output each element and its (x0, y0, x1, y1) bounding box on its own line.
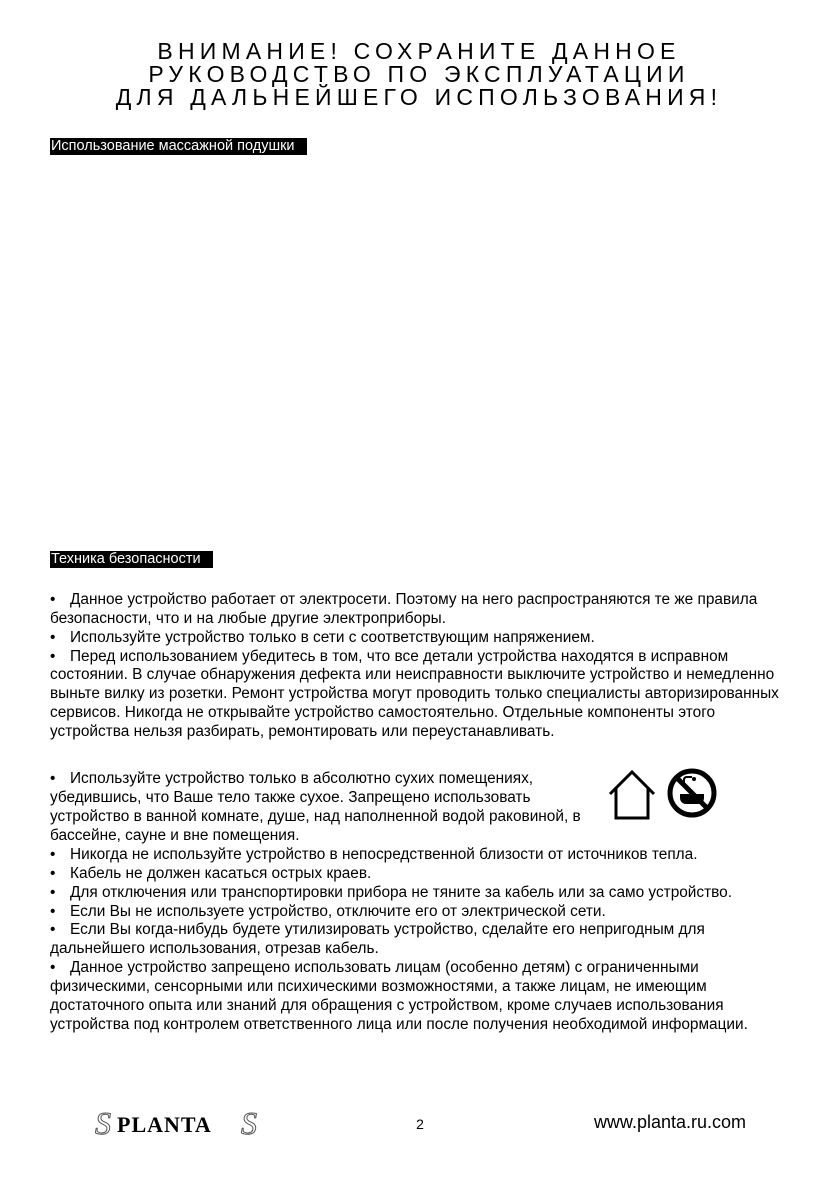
bullet: • (50, 864, 56, 882)
section-title-safety: Техника безопасности (50, 551, 213, 568)
no-bath-shower-icon (670, 771, 714, 815)
house-icon (610, 772, 654, 818)
section-title-usage: Использование массажной подушки (50, 138, 307, 155)
bullet: • (50, 647, 56, 665)
list-item: • Никогда не используйте устройство в непосредственной близости от источников тепла. (50, 846, 698, 863)
safety-list-1 (50, 591, 780, 742)
list-item: • Кабель не должен касаться острых краев. (50, 864, 372, 882)
safety-list-2 (50, 770, 610, 845)
svg-text:S: S (241, 1107, 257, 1141)
bullet: • (50, 846, 56, 863)
list-item: • Данное устройство работает от электросети. Поэтому на него распространяются те же правила безопасности, что и на любые другие электроприборы. (50, 591, 758, 627)
page-number: 2 (416, 1116, 424, 1132)
planta-logo (95, 1107, 265, 1146)
list-item: • Если Вы не используете устройство, отключите его от электрической сети. (50, 902, 606, 920)
warning-title (0, 40, 838, 109)
bullet: • (50, 770, 56, 787)
list-item: • Данное устройство запрещено использовать лицам (особенно детям) с ограниченными физическими, сенсорными или психическими возможностями, а также лицам, не имеющим достаточного опыта или знаний для обращения с устройством, кроме случаев использования устройства под контролем ответственного лица или после получения необходимой информации. (50, 959, 748, 1033)
list-item: • Если Вы когда-нибудь будете утилизировать устройство, сделайте его непригодным для дальнейшего использования, отрезав кабель. (50, 921, 705, 958)
list-item: • Используйте устройство только в сети с соответствующим напряжением. (50, 628, 595, 646)
bullet: • (50, 591, 56, 608)
logo-text: PLANTA (117, 1112, 212, 1137)
list-item: • Для отключения или транспортировки прибора не тяните за кабель или за само устройство. (50, 883, 732, 901)
safety-list-3 (50, 846, 780, 1034)
bullet: • (50, 921, 56, 939)
list-item: • Перед использованием убедитесь в том, что все детали устройства находятся в исправном состоянии. В случае обнаружения дефекта или неисправности выключите устройство и немедленно выньте вилку из розетки. Ремонт устройства могут проводить только специалисты авторизированных сервисов. Никогда не открывайте устройство самостоятельно. Отдельные компоненты этого устройства нельзя разбирать, ремонтировать или переустанавливать. (50, 647, 779, 740)
svg-text:S: S (95, 1107, 111, 1141)
list-item: • Используйте устройство только в абсолютно сухих помещениях, убедившись, что Ваше тело также сухое. Запрещено использовать устройство в ванной комнате, душе, над наполненной водой раковиной, в бассейне, сауне и вне помещения. (50, 770, 581, 844)
bullet: • (50, 902, 56, 920)
bullet: • (50, 959, 56, 977)
warning-line: ДЛЯ ДАЛЬНЕЙШЕГО ИСПОЛЬЗОВАНИЯ! (115, 84, 723, 110)
warning-line: ВНИМАНИЕ! СОХРАНИТЕ ДАННОЕ (157, 38, 681, 64)
warning-line: РУКОВОДСТВО ПО ЭКСПЛУАТАЦИИ (148, 61, 690, 87)
bullet: • (50, 628, 56, 646)
bullet: • (50, 883, 56, 901)
website-url: www.planta.ru.com (593, 1112, 746, 1132)
dry-room-pictograms (608, 768, 718, 822)
